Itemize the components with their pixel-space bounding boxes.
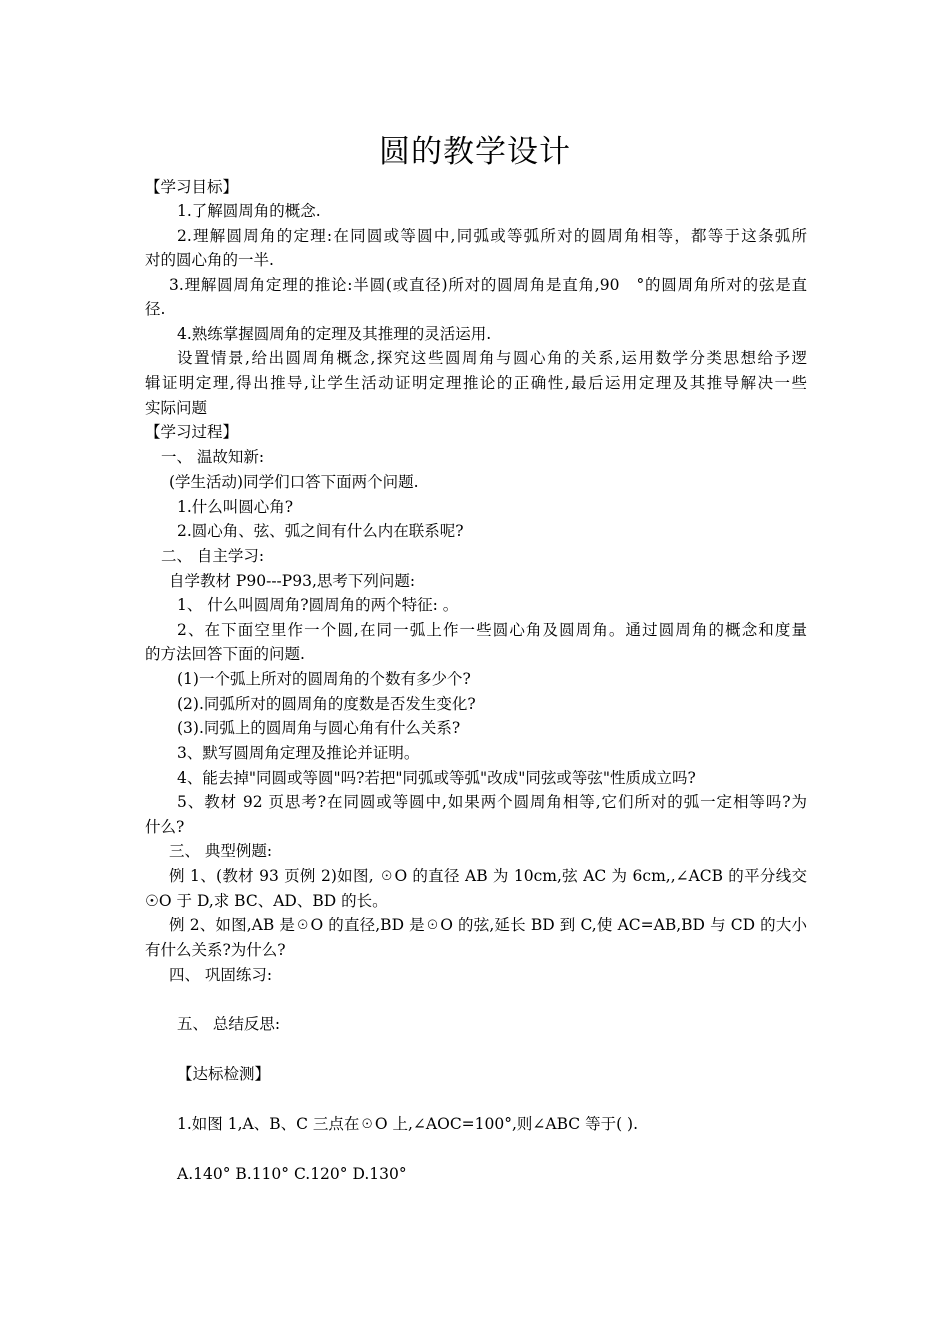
goal-2-line-1: 2.理解圆周角的定理:在同圆或等圆中,同弧或等弧所对的圆周角相等，都等于这条弧所 <box>177 227 807 245</box>
section-1-heading: 一、 温故知新: <box>161 448 265 466</box>
page-title: 圆的教学设计 <box>379 134 571 170</box>
section-2-question-4: 4、能去掉"同圆或等圆"吗?若把"同弧或等弧"改成"同弦或等弦"性质成立吗? <box>177 769 696 787</box>
section-1-question-2: 2.圆心角、弦、弧之间有什么内在联系呢? <box>177 522 464 540</box>
heading-learning-process: 【学习过程】 <box>145 423 239 441</box>
section-2-heading: 二、 自主学习: <box>161 547 265 565</box>
example-2-line-2: 有什么关系?为什么? <box>145 941 286 959</box>
section-2-question-2-line-2: 的方法回答下面的问题. <box>145 645 305 663</box>
heading-learning-goals: 【学习目标】 <box>145 178 239 196</box>
goal-1: 1.了解圆周角的概念. <box>177 202 321 220</box>
section-2-question-3: 3、默写圆周角定理及推论并证明。 <box>177 744 420 762</box>
section-1-text: (学生活动)同学们口答下面两个问题. <box>169 473 419 491</box>
assessment-question-1: 1.如图 1,A、B、C 三点在☉O 上,∠AOC=100°,则∠ABC 等于( ). <box>177 1115 639 1133</box>
section-2-text: 自学教材 P90---P93,思考下列问题: <box>169 572 416 590</box>
sub-question-1: (1)一个弧上所对的圆周角的个数有多少个? <box>177 670 471 688</box>
example-1-line-1: 例 1、(教材 93 页例 2)如图, ☉O 的直径 AB 为 10cm,弦 AC 为 6cm,,∠ACB 的平分线交 <box>169 867 807 885</box>
sub-question-2: (2).同弧所对的圆周角的度数是否发生变化? <box>177 695 476 713</box>
goal-4: 4.熟练掌握圆周角的定理及其推理的灵活运用. <box>177 325 492 343</box>
section-3-heading: 三、 典型例题: <box>169 842 273 860</box>
example-1-line-2: ☉O 于 D,求 BC、AD、BD 的长。 <box>145 892 388 910</box>
goal-3-line-1: 3.理解圆周角定理的推论:半圆(或直径)所对的圆周角是直角,90 °的圆周角所对的弦是直 <box>169 276 807 294</box>
section-1-question-1: 1.什么叫圆心角? <box>177 498 294 516</box>
goal-3-line-2: 径. <box>145 300 166 318</box>
example-2-line-1: 例 2、如图,AB 是☉O 的直径,BD 是☉O 的弦,延长 BD 到 C,使 AC=AB,BD 与 CD 的大小 <box>169 916 807 934</box>
assessment-options: A.140° B.110° C.120° D.130° <box>177 1165 407 1183</box>
sub-question-3: (3).同弧上的圆周角与圆心角有什么关系? <box>177 719 461 737</box>
intro-line-3: 实际问题 <box>145 399 208 417</box>
section-5-heading: 五、 总结反思: <box>177 1015 281 1033</box>
goal-2-line-2: 对的圆心角的一半. <box>145 251 274 269</box>
section-4-heading: 四、 巩固练习: <box>169 966 273 984</box>
section-2-question-5-line-2: 什么? <box>145 818 185 836</box>
section-2-question-2-line-1: 2、在下面空里作一个圆,在同一弧上作一些圆心角及圆周角。通过圆周角的概念和度量 <box>177 621 807 639</box>
section-2-question-1: 1、 什么叫圆周角?圆周角的两个特征: 。 <box>177 596 459 614</box>
section-2-question-5-line-1: 5、教材 92 页思考?在同圆或等圆中,如果两个圆周角相等,它们所对的弧一定相等吗?为 <box>177 793 807 811</box>
heading-assessment: 【达标检测】 <box>177 1065 271 1083</box>
intro-line-1: 设置情景,给出圆周角概念,探究这些圆周角与圆心角的关系,运用数学分类思想给予逻 <box>177 349 807 367</box>
intro-line-2: 辑证明定理,得出推导,让学生活动证明定理推论的正确性,最后运用定理及其推导解决一些 <box>145 374 807 392</box>
